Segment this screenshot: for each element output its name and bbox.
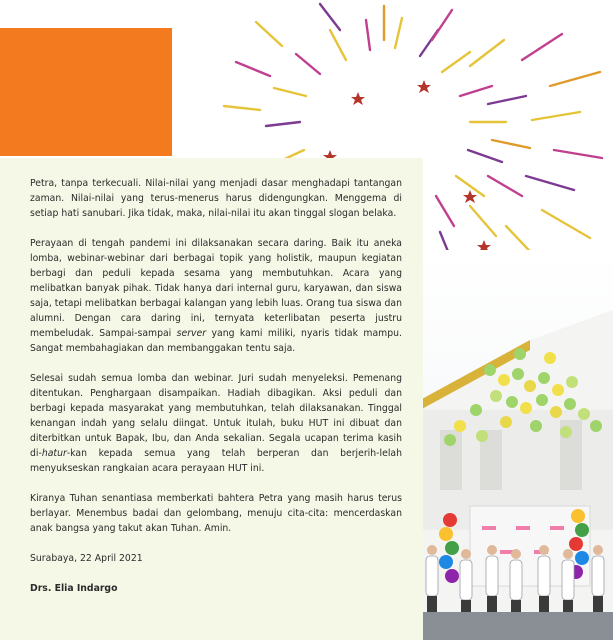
paragraph-celebration-part2: yang kami miliki, nyaris tidak mampu. Sangat membahagiakan dan membanggakan tentu saja. [30, 328, 402, 354]
balloon-release-photo [420, 250, 613, 640]
place-date: Surabaya, 22 April 2021 [30, 553, 143, 564]
paragraph-completion-part2: -kan kepada semua yang telah berperan dan berjerih-lelah menyukseskan rangkaian acara perayaan HUT ini. [30, 448, 402, 474]
signature-name: Drs. Elia Indargo [30, 583, 118, 594]
paragraph-completion [30, 371, 402, 476]
paragraph-values: Petra, tanpa terkecuali. Nilai-nilai yang menjadi dasar menghadapi tantangan zaman. Nilai-nilai yang terus-menerus harus didengungkan. Menggema di setiap hati sanubari. Jika tidak, maka, nilai-nilai itu akan tinggal slogan belaka. [30, 178, 402, 219]
foreword-body [30, 176, 402, 611]
paragraph-blessing: Kiranya Tuhan senantiasa memberkati bahtera Petra yang masih harus terus berlayar. Menembus badai dan gelombang, menuju cita-cita: mencerdaskan anak bangsa yang takut akan Tuhan. Amin. [30, 493, 402, 534]
paragraph-celebration-part1: Perayaan di tengah pandemi ini dilaksanakan secara daring. Baik itu aneka lomba, webinar-webinar dari berbagai topik yang holistik, maupun kegiatan berbagi dan peduli kepada sesama yang membutuhkan. Acara yang melibatkan banyak pihak. Tidak hanya dari internal guru, karyawan, dan siswa saja, tetapi melibatkan berbagai kalangan yang lebih luas. Orang tua siswa dan alumni. Dengan cara daring ini, ternyata keterlibatan peserta justru membeludak. Sampai-sampai [30, 238, 402, 339]
server-emphasis: server [176, 328, 207, 339]
orange-accent-block [0, 28, 172, 156]
hatur-emphasis: hatur [41, 448, 67, 459]
paragraph-completion-part1: Selesai sudah semua lomba dan webinar. Juri sudah menyeleksi. Pemenang ditentukan. Penghargaan disampaikan. Hadiah dibagikan. Aksi peduli dan berbagi kepada masyarakat yang membutuhkan, telah dilaksanakan. Tinggal kenangan indah yang selalu diingat. Untuk itulah, buku HUT ini dibuat dan diterbitkan untuk Bapak, Ibu, dan Anda sekalian. Segala ucapan terima kasih di- [30, 373, 402, 459]
paragraph-celebration [30, 236, 402, 356]
foreword-text-panel [0, 158, 423, 640]
